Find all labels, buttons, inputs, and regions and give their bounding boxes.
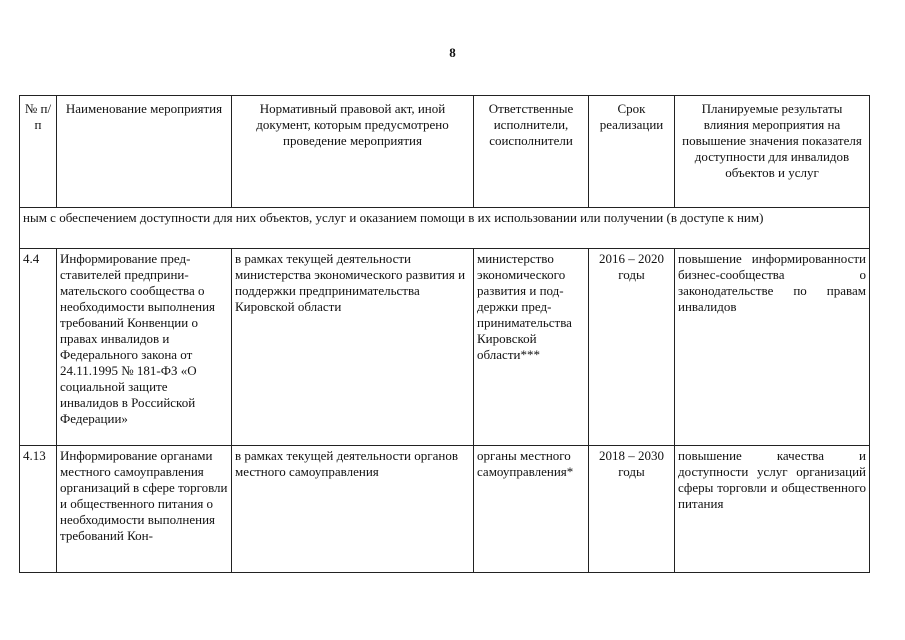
section-row (20, 208, 870, 249)
measures-table (19, 95, 870, 573)
row-num: 4.13 (20, 446, 57, 573)
row-period: 2016 – 2020 годы (589, 249, 675, 446)
header-name: Наименование мероприятия (57, 96, 232, 208)
table-row (20, 446, 870, 573)
page-number: 8 (449, 45, 456, 60)
header-num: № п/п (20, 96, 57, 208)
row-responsible: министерство экономического развития и поддержки предпринимательства Кировской области*** (474, 249, 589, 446)
header-results: Планируемые результаты влияния мероприятия на повышение значения показателя доступности для инвалидов объектов и услуг (675, 96, 870, 208)
row-results: повышение качества и доступности услуг организаций сферы торговли и общественного питания (675, 446, 870, 573)
row-num: 4.4 (20, 249, 57, 446)
row-name: Информирование представителей предпринимательского сообщества о необходимости выполнения требований Конвенции о правах инвалидов и Федерального закона от 24.11.1995 № 181-ФЗ «О социальной защите инвалидов в Российской Федерации» (57, 249, 232, 446)
row-name: Информирование органами местного самоуправления организаций в сфере торговли и общественного питания о необходимости выполнения требований Кон- (57, 446, 232, 573)
header-act: Нормативный правовой акт, иной документ, которым предусмотрено проведение мероприятия (232, 96, 474, 208)
row-responsible: органы местного самоуправления* (474, 446, 589, 573)
row-period: 2018 – 2030 годы (589, 446, 675, 573)
row-results: повышение информированности бизнес-сообщества о законодательстве по правам инвалидов (675, 249, 870, 446)
row-act: в рамках текущей деятельности министерства экономического развития и поддержки предпринимательства Кировской области (232, 249, 474, 446)
table-header-row (20, 96, 870, 208)
table-row (20, 249, 870, 446)
header-responsible: Ответственные исполнители, соисполнители (474, 96, 589, 208)
header-period: Срок реализации (589, 96, 675, 208)
section-text: ным с обеспечением доступности для них объектов, услуг и оказанием помощи в их использовании или получении (в доступе к ним) (20, 208, 870, 249)
row-act: в рамках текущей деятельности органов местного самоуправления (232, 446, 474, 573)
